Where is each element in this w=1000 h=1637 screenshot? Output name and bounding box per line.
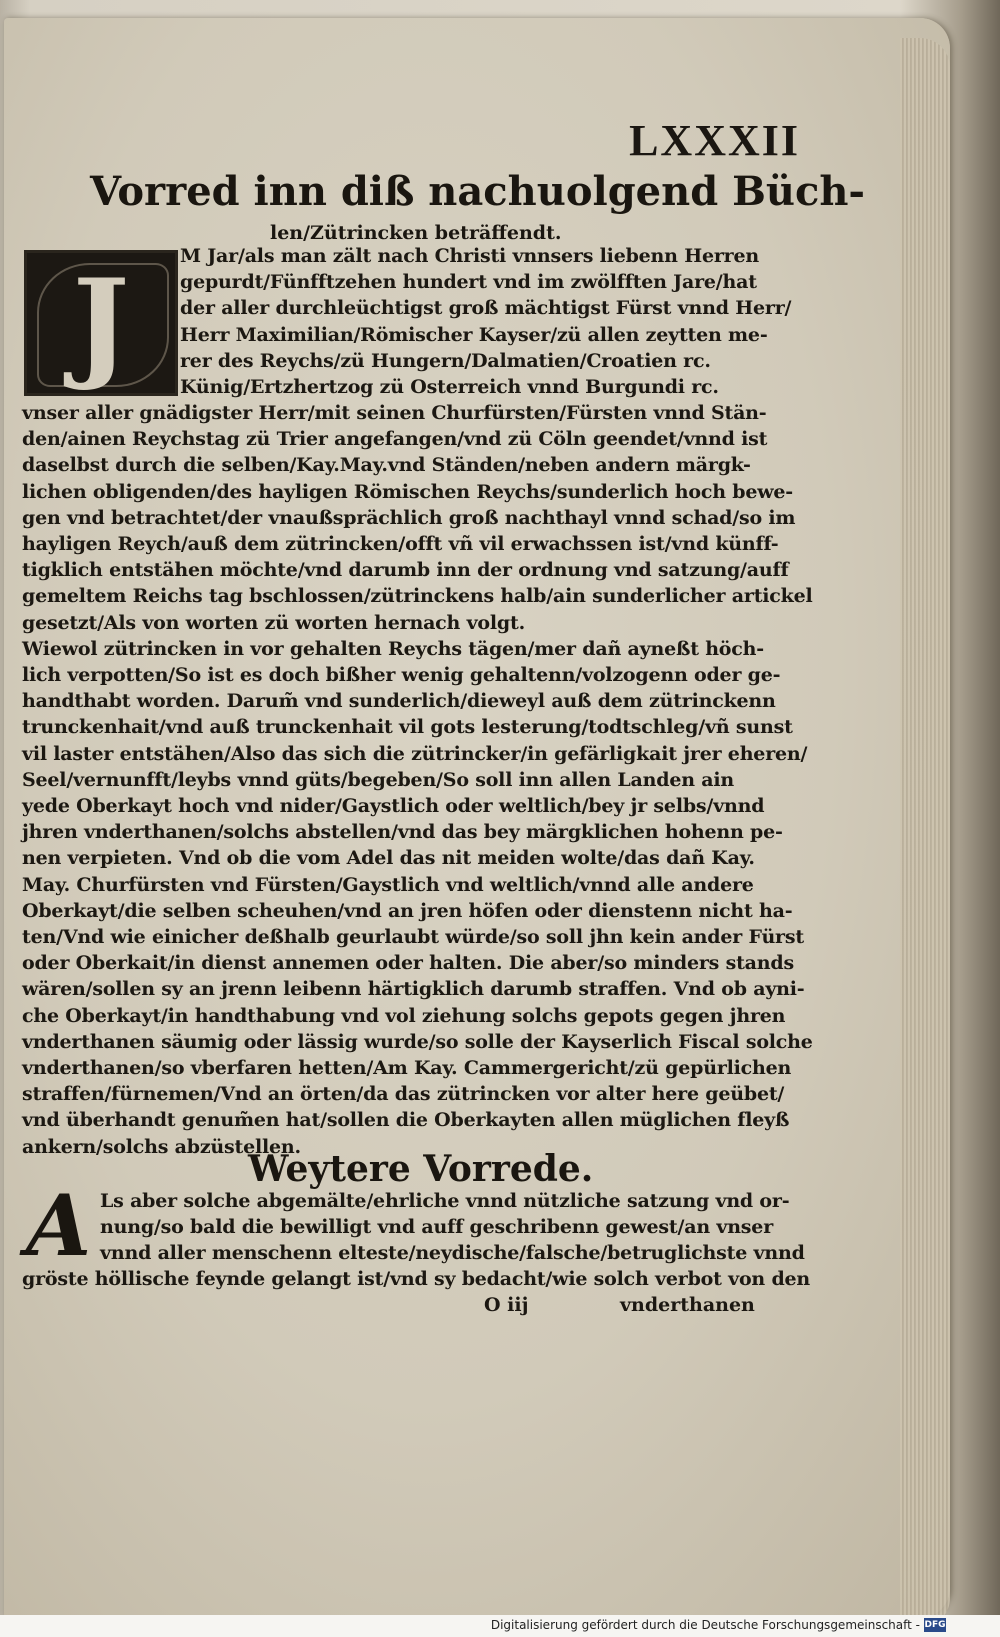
text-line: Ls aber solche abgemälte/ehrliche vnnd nützliche satzung vnd or- [100,1190,790,1212]
text-line: vnnd aller menschenn elteste/neydische/falsche/betruglichste vnnd [100,1242,805,1265]
section-heading: Weytere Vorrede. [248,1148,594,1190]
text-line: rer des Reychs/zü Hungern/Dalmatien/Croatien rc. [180,349,711,372]
signature-mark: O iij [484,1294,529,1316]
text-line: Wiewol zütrincken in vor gehalten Reychs tägen/mer dañ ayneßt höch- [22,637,764,660]
section-initial-letter: A [26,1176,92,1275]
text-line: nung/so bald die bewilligt vnd auff geschribenn gewest/an vnser [100,1216,774,1239]
text-line: lich verpotten/So ist es doch bißher wenig gehaltenn/volzogenn oder ge- [22,664,781,687]
text-line: daselbst durch die selben/Kay.May.vnd Ständen/neben andern märgk- [22,454,751,477]
dfg-logo: DFG [924,1620,946,1630]
text-line: vnser aller gnädigster Herr/mit seinen Churfürsten/Fürsten vnnd Stän- [22,402,767,424]
text-line: gen vnd betrachtet/der vnaußsprächlich groß nachthayl vnnd schad/so im [22,506,796,529]
catchword: vnderthanen [620,1294,755,1316]
text-line: che Oberkayt/in handthabung vnd vol ziehung solchs gepots gegen jhren [22,1004,786,1027]
text-line: gesetzt/Als von worten zü worten hernach volgt. [22,611,525,634]
text-line: handthabt worden. Darum̃ vnd sunderlich/dieweyl auß dem zütrinckenn [22,690,776,713]
text-line: den/ainen Reychstag zü Trier angefangen/vnd zü Cöln geendet/vnnd ist [22,428,768,451]
section-paragraph-last-line: gröste höllische feynde gelangt ist/vnd sy bedacht/wie solch verbot von den [22,1268,811,1290]
text-line: May. Churfürsten vnd Fürsten/Gaystlich vnd weltlich/vnnd alle andere [22,873,754,896]
text-line: Oberkayt/die selben scheuhen/vnd an jren höfen oder dienstenn nicht ha- [22,899,793,922]
text-line: Herr Maximilian/Römischer Kayser/zü allen zeytten me- [180,323,768,346]
text-line: ankern/solchs abzüstellen. [22,1135,301,1158]
page-edge [900,38,950,1628]
initial-letter: J [72,252,130,394]
text-line: M Jar/als man zält nach Christi vnnsers liebenn Herren [180,245,759,267]
decorated-initial [24,250,178,396]
text-line: oder Oberkait/in dienst annemen oder halten. Die aber/so minders stands [22,952,794,975]
main-paragraphs [22,400,813,1160]
footer-bar [0,1615,1000,1637]
text-line: vnd überhandt genum̃en hat/sollen die Oberkayten allen müglichen fleyß [22,1109,790,1132]
text-line: ten/Vnd wie einicher deßhalb geurlaubt würde/so soll jhn kein ander Fürst [22,926,804,949]
text-line: vnderthanen säumig oder lässig wurde/so solle der Kayserlich Fiscal solche [22,1030,813,1053]
text-line: vnderthanen/so vberfaren hetten/Am Kay. Cammergericht/zü gepürlichen [22,1057,792,1080]
footer-credit: Digitalisierung gefördert durch die Deutsche Forschungsgemeinschaft - [490,1618,920,1632]
text-line: hayligen Reych/auß dem zütrincken/offt vñ vil erwachssen ist/vnd künff- [22,533,779,556]
text-line: yede Oberkayt hoch vnd nider/Gaystlich oder weltlich/bey jr selbs/vnnd [22,795,765,818]
text-line: Künig/Ertzhertzog zü Osterreich vnnd Burgundi rc. [180,376,719,399]
text-line: trunckenhait/vnd auß trunckenhait vil gots lesterung/todtschleg/vñ sunst [22,716,793,739]
text-line: gemeltem Reichs tag bschlossen/zütrinckens halb/ain sunderlicher artickel [22,585,813,608]
section-paragraph [100,1188,805,1267]
text-line: der aller durchleüchtigst groß mächtigst Fürst vnnd Herr/ [180,297,792,320]
chapter-heading: Vorred inn diß nachuolgend Büch- [90,168,866,215]
text-line: jhren vnderthanen/solchs abstellen/vnd das bey märgklichen hohenn pe- [22,821,783,844]
text-line: straffen/fürnemen/Vnd an örten/da das zütrincken vor alter here geübet/ [22,1083,785,1106]
text-line: Seel/vernunfft/leybs vnnd güts/begeben/So soll inn allen Landen ain [22,768,734,791]
text-line: nen verpieten. Vnd ob die vom Adel das nit meiden wolte/das dañ Kay. [22,847,755,870]
folio-number: LXXXII [629,116,800,165]
text-line: tigklich entstähen möchte/vnd darumb inn der ordnung vnd satzung/auff [22,559,789,582]
text-line: lichen obligenden/des hayligen Römischen Reychs/sunderlich hoch bewe- [22,480,793,503]
text-line: gepurdt/Fünfftzehen hundert vnd im zwölfften Jare/hat [180,271,757,294]
chapter-subheading: len/Zütrincken beträffendt. [270,222,562,244]
text-line: wären/sollen sy an jrenn leibenn härtigklich darumb straffen. Vnd ob ayni- [22,978,805,1001]
intro-paragraph [180,243,791,400]
text-line: vil laster entstähen/Also das sich die zütrincker/in gefärligkait jrer eheren/ [22,742,808,765]
